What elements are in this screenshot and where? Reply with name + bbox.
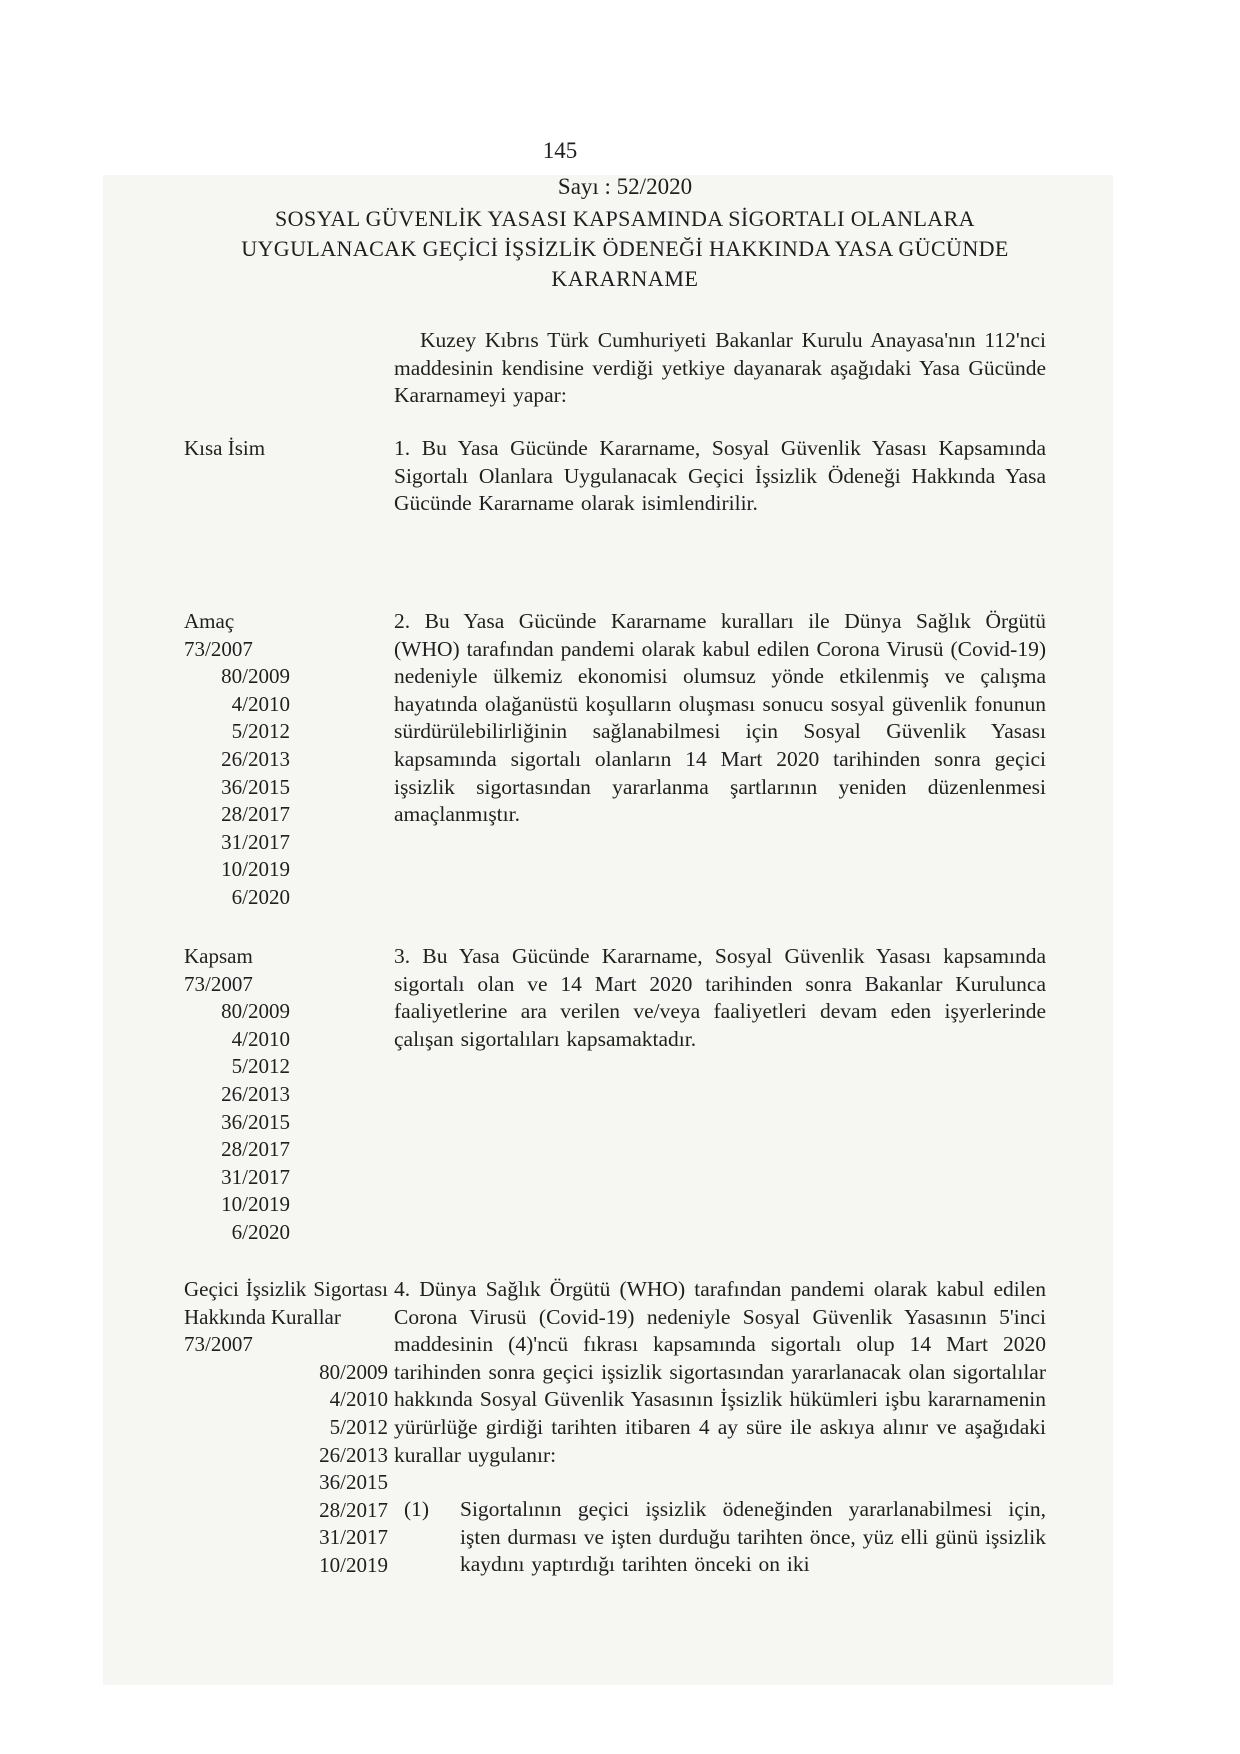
document-title-line-3: KARARNAME xyxy=(551,266,699,291)
section-label: Kısa İsim xyxy=(184,436,266,460)
law-ref: 73/2007 xyxy=(184,1332,253,1357)
law-ref: 10/2019 xyxy=(221,857,290,882)
subitem-text: Sigortalının geçici işsizlik ödeneğinden yararlanabilmesi için, işten durması ve işten durduğu tarihten önce, yüz elli günü işsizlik kaydını yaptırdığı tarihten önceki on iki xyxy=(460,1497,1046,1577)
margin-label-column xyxy=(184,943,290,1247)
page-number: 145 xyxy=(542,138,578,163)
section-label: Geçici İşsizlik Sigortası Hakkında Kurallar xyxy=(184,1277,388,1329)
law-ref: 73/2007 xyxy=(184,636,253,661)
document-title-line-2: UYGULANACAK GEÇİCİ İŞSİZLİK ÖDENEĞİ HAKKINDA YASA GÜCÜNDE xyxy=(241,236,1009,261)
law-ref: 26/2013 xyxy=(221,746,290,771)
law-ref: 5/2012 xyxy=(329,1414,388,1439)
law-ref: 4/2010 xyxy=(329,1387,388,1412)
law-ref: 4/2010 xyxy=(231,1026,290,1051)
law-ref: 28/2017 xyxy=(319,1497,388,1522)
document-title-line-1: SOSYAL GÜVENLİK YASASI KAPSAMINDA SİGORTALI OLANLARA xyxy=(275,206,975,231)
law-ref: 4/2010 xyxy=(231,691,290,716)
article-4-text: 4. Dünya Sağlık Örgütü (WHO) tarafından pandemi olarak kabul edilen Corona Virusü (Covid-19) nedeniyle Sosyal Güvenlik Yasasının 5'inci maddesinin (4)'ncü fıkrası kapsamında sigortalı olup 14 Mart 2020 tarihinden sonra geçici işsizlik sigortasından yararlanacak olan sigortalılar hakkında Sosyal Güvenlik Yasasının İşsizlik hükümleri işbu kararnamenin yürürlüğe girdiği tarihten itibaren 4 ay süre ile askıya alınır ve aşağıdaki kurallar uygulanır: xyxy=(394,1277,1046,1467)
article-1-text: 1. Bu Yasa Gücünde Kararname, Sosyal Güvenlik Yasası Kapsamında Sigortalı Olanlara Uygulanacak Geçici İşsizlik Ödeneği Hakkında Yasa Gücünde Kararname olarak isimlendirilir. xyxy=(394,436,1046,516)
law-ref: 26/2013 xyxy=(221,1081,290,1106)
law-ref: 10/2019 xyxy=(319,1552,388,1577)
law-ref: 6/2020 xyxy=(231,1219,290,1244)
docket-number: Sayı : 52/2020 xyxy=(557,174,693,199)
section-label: Kapsam xyxy=(184,944,253,968)
law-ref: 28/2017 xyxy=(221,1137,290,1162)
law-ref: 31/2017 xyxy=(319,1525,388,1550)
law-ref: 10/2019 xyxy=(221,1192,290,1217)
margin-label-column xyxy=(184,608,290,912)
section-label: Amaç xyxy=(184,609,235,633)
article-3-text: 3. Bu Yasa Gücünde Kararname, Sosyal Güvenlik Yasası kapsamında sigortalı olan ve 14 Mart 2020 tarihinden sonra Bakanlar Kurulunca faaliyetlerine ara verilen ve/veya faaliyetleri devam eden işyerlerinde çalışan sigortalıları kapsamaktadır. xyxy=(394,944,1046,1051)
law-ref: 31/2017 xyxy=(221,1164,290,1189)
law-ref: 26/2013 xyxy=(319,1442,388,1467)
law-ref: 36/2015 xyxy=(221,1109,290,1134)
law-ref: 73/2007 xyxy=(184,971,253,996)
law-ref: 36/2015 xyxy=(221,774,290,799)
preamble-paragraph: Kuzey Kıbrıs Türk Cumhuriyeti Bakanlar Kurulu Anayasa'nın 112'nci maddesinin kendisine verdiği yetkiye dayanarak aşağıdaki Yasa Gücünde Kararnameyi yapar: xyxy=(394,328,1046,408)
subitem-marker: (1) xyxy=(404,1497,430,1522)
law-ref: 6/2020 xyxy=(231,884,290,909)
law-ref: 80/2009 xyxy=(221,999,290,1024)
law-ref: 28/2017 xyxy=(221,802,290,827)
article-2-text: 2. Bu Yasa Gücünde Kararname kuralları ile Dünya Sağlık Örgütü (WHO) tarafından pandemi olarak kabul edilen Corona Virusü (Covid-19) nedeniyle ülkemiz ekonomisi olumsuz yönde etkilenmiş ve çalışma hayatında olağanüstü koşulların oluşması sonucu sosyal güvenlik fonunun sürdürülebilirliğinin sağlanabilmesi için Sosyal Güvenlik Yasası kapsamında sigortalı olanların 14 Mart 2020 tarihinden sonra geçici işsizlik sigortasından yararlanma şartlarının yeniden düzenlenmesi amaçlanmıştır. xyxy=(394,609,1046,827)
law-ref: 36/2015 xyxy=(319,1470,388,1495)
article-4-subitem-1 xyxy=(394,1496,1046,1579)
law-ref: 5/2012 xyxy=(231,719,290,744)
law-ref: 5/2012 xyxy=(231,1054,290,1079)
article-4-block xyxy=(394,1276,1046,1579)
margin-label-column xyxy=(184,1276,388,1580)
law-ref: 31/2017 xyxy=(221,829,290,854)
margin-label-column xyxy=(184,435,290,463)
law-ref: 80/2009 xyxy=(319,1359,388,1384)
law-ref: 80/2009 xyxy=(221,664,290,689)
